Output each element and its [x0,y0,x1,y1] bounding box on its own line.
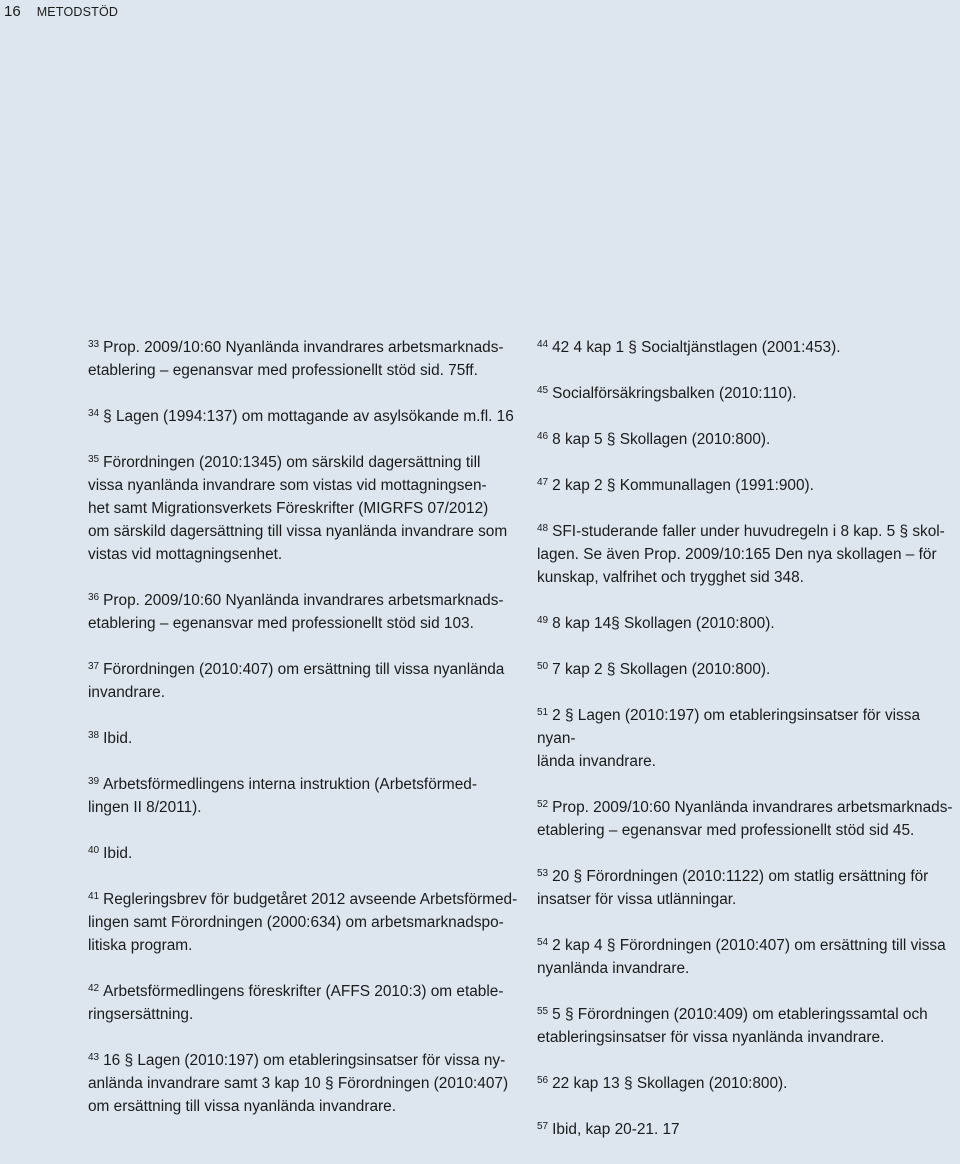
footnote [88,336,518,382]
footnote-text: 8 kap 14§ Skollagen (2010:800). [552,615,775,632]
footnote-text: Ibid. [103,845,133,862]
footnote-text: 2 kap 4 § Förordningen (2010:407) om ersättning till vissa nyanlända invandrare. [537,937,946,977]
footnote [537,934,957,980]
footnote [88,842,518,865]
footnote-text: Förordningen (2010:1345) om särskild dagersättning till vissa nyanlända invandrare som vistas vid mottagningsen- het samt Migrationsverkets Föreskrifter (MIGRFS 07/2012) om särskild dagersättning till vissa nyanlända invandrare som vistas vid mottagningsenhet. [88,454,508,563]
footnote-number: 50 [537,661,549,672]
footnote-number: 43 [88,1052,100,1063]
footnote-text: Prop. 2009/10:60 Nyanlända invandrares arbetsmarknads- etablering – egenansvar med professionellt stöd sid. 75ff. [88,339,504,379]
footnote-text: Ibid. [103,730,133,747]
footnote [537,1118,957,1141]
footnote [88,980,518,1026]
footnote-number: 34 [88,408,100,419]
footnote-number: 44 [537,339,549,350]
footnote-number: 53 [537,868,549,879]
footnote-text: 22 kap 13 § Skollagen (2010:800). [552,1075,788,1092]
footnote-number: 38 [88,730,100,741]
footnote [88,589,518,635]
footnote [88,1049,518,1118]
footnote [537,658,957,681]
footnote-number: 37 [88,661,100,672]
footnote-text: 42 4 kap 1 § Socialtjänstlagen (2001:453). [552,339,841,356]
footnote-text: Prop. 2009/10:60 Nyanlända invandrares arbetsmarknads- etablering – egenansvar med professionellt stöd sid 45. [537,799,953,839]
footnote [88,451,518,566]
footnote-number: 54 [537,937,549,948]
footnote-text: 5 § Förordningen (2010:409) om etableringssamtal och etableringsinsatser för vissa nyanlända invandrare. [537,1006,928,1046]
footnotes-left-column [88,336,518,1141]
footnote-number: 47 [537,477,549,488]
footnote-text: Arbetsförmedlingens interna instruktion (Arbetsförmed- lingen II 8/2011). [88,776,477,816]
footnote [537,796,957,842]
footnote-number: 49 [537,615,549,626]
footnote-number: 39 [88,776,100,787]
footnote-number: 48 [537,523,549,534]
footnote [537,612,957,635]
footnote-text: 7 kap 2 § Skollagen (2010:800). [552,661,771,678]
footnote [537,865,957,911]
footnote-text: Prop. 2009/10:60 Nyanlända invandrares arbetsmarknads- etablering – egenansvar med professionellt stöd sid 103. [88,592,504,632]
footnote-text: Förordningen (2010:407) om ersättning till vissa nyanlända invandrare. [88,661,505,701]
running-header [4,3,118,23]
footnote-number: 33 [88,339,100,350]
page-number: 16 [4,3,21,20]
footnote-text: 8 kap 5 § Skollagen (2010:800). [552,431,771,448]
footnote-number: 46 [537,431,549,442]
footnote [537,1072,957,1095]
footnote-number: 35 [88,454,100,465]
footnote [537,336,957,359]
footnote-number: 55 [537,1006,549,1017]
footnote-number: 36 [88,592,100,603]
footnote [537,474,957,497]
footnote-text: Socialförsäkringsbalken (2010:110). [552,385,797,402]
footnote [537,382,957,405]
footnote-text: SFI-studerande faller under huvudregeln i 8 kap. 5 § skol- lagen. Se även Prop. 2009/10:165 Den nya skollagen – för kunskap, valfrihet och trygghet sid 348. [537,523,945,586]
footnote [88,888,518,957]
footnote-text: 2 kap 2 § Kommunallagen (1991:900). [552,477,814,494]
footnote-text: Regleringsbrev för budgetåret 2012 avseende Arbetsförmed- lingen samt Förordningen (2000:634) om arbetsmarknadspo- litiska program. [88,891,518,954]
footnote-number: 40 [88,845,100,856]
footnote [88,658,518,704]
footnote-number: 42 [88,983,100,994]
footnotes-right-column [537,336,957,1164]
footnote-text: § Lagen (1994:137) om mottagande av asylsökande m.fl. 16 [103,408,514,425]
section-title: METODSTÖD [36,5,119,19]
footnote-number: 56 [537,1075,549,1086]
footnote [88,405,518,428]
footnote [537,428,957,451]
footnote [537,1003,957,1049]
footnote-number: 51 [537,707,549,718]
footnote-text: 20 § Förordningen (2010:1122) om statlig ersättning för insatser för vissa utlänningar. [537,868,929,908]
footnote-text: Arbetsförmedlingens föreskrifter (AFFS 2010:3) om etable- ringsersättning. [88,983,504,1023]
footnote-text: Ibid, kap 20-21. 17 [552,1121,680,1138]
footnote-number: 45 [537,385,549,396]
footnote-number: 57 [537,1121,549,1132]
footnote [537,704,957,773]
footnote [88,727,518,750]
footnote-number: 41 [88,891,100,902]
footnote-text: 2 § Lagen (2010:197) om etableringsinsatser för vissa nyan- lända invandrare. [537,707,921,770]
footnote-text: 16 § Lagen (2010:197) om etableringsinsatser för vissa ny- anlända invandrare samt 3 kap 10 § Förordningen (2010:407) om ersättning till vissa nyanlända invandrare. [88,1052,509,1115]
footnote [88,773,518,819]
footnote [537,520,957,589]
footnote-number: 52 [537,799,549,810]
